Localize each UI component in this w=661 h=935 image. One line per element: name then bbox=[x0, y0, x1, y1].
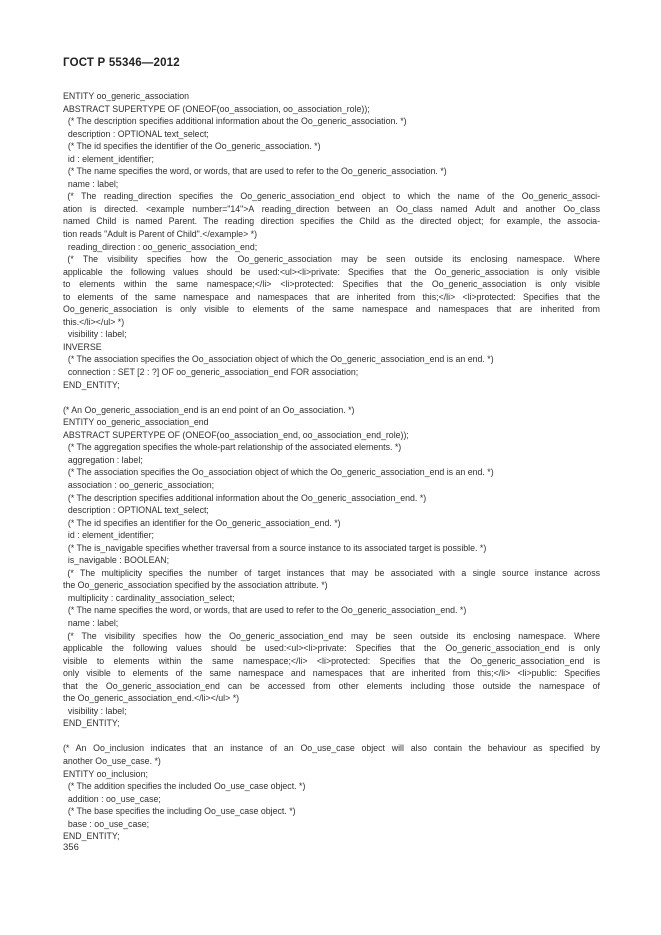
code-line: description : OPTIONAL text_select; bbox=[63, 128, 209, 139]
code-line: END_ENTITY; bbox=[63, 718, 120, 729]
code-line: visibility : label; bbox=[63, 705, 127, 716]
code-line: END_ENTITY; bbox=[63, 831, 120, 842]
code-line: (* The id specifies the identifier of the Oo_generic_association. *) bbox=[63, 141, 321, 152]
code-line: (* The multiplicity specifies the number of target instances that may be associated with a single source instance across bbox=[67, 567, 600, 578]
code-line: aggregation : label; bbox=[63, 454, 143, 465]
code-line: (* The base specifies the including Oo_use_case object. *) bbox=[63, 806, 296, 817]
code-line: addition : oo_use_case; bbox=[63, 793, 161, 804]
code-line: END_ENTITY; bbox=[63, 379, 120, 390]
code-line: applicable the following values should be used:<ul><li>private: Specifies that the Oo_generic_association is only visible bbox=[63, 266, 600, 277]
code-line: applicable the following values should be used:<ul><li>private: Specifies that the Oo_generic_association_end is only bbox=[63, 643, 600, 654]
code-line: id : element_identifier; bbox=[63, 153, 154, 164]
code-line: (* The reading_direction specifies the Oo_generic_association_end object to which the name of the Oo_generic_associ- bbox=[67, 191, 600, 202]
code-line: connection : SET [2 : ?] OF oo_generic_association_end FOR association; bbox=[63, 367, 359, 378]
code-line: association : oo_generic_association; bbox=[63, 479, 215, 490]
code-line: (* The association specifies the Oo_association object of which the Oo_generic_association_end is an end. *) bbox=[63, 467, 494, 478]
code-line: reading_direction : oo_generic_association_end; bbox=[63, 241, 258, 252]
code-line: name : label; bbox=[63, 617, 119, 628]
code-line: to elements within the same namespace;</li> <li>protected: Specifies that the Oo_generic_association is only visible bbox=[63, 279, 600, 290]
code-line: ABSTRACT SUPERTYPE OF (ONEOF(oo_association, oo_association_role)); bbox=[63, 103, 370, 114]
code-line: visible to elements within the same namespace;</li> <li>protected: Specifies that the Oo_generic_association_end is bbox=[63, 655, 600, 666]
code-line: (* The aggregation specifies the whole-part relationship of the associated elements. *) bbox=[63, 442, 402, 453]
code-line: the Oo_generic_association_end.</li></ul> *) bbox=[63, 693, 240, 704]
code-line: multiplicity : cardinality_association_select; bbox=[63, 592, 235, 603]
code-line: id : element_identifier; bbox=[63, 530, 154, 541]
code-line: to elements of the same namespace and namespaces that are inherited from this;</li> <li>protected: Specifies that the bbox=[63, 291, 600, 302]
code-line: base : oo_use_case; bbox=[63, 818, 150, 829]
code-line: ENTITY oo_inclusion; bbox=[63, 768, 148, 779]
code-line: another Oo_use_case. *) bbox=[63, 755, 161, 766]
code-line: (* An Oo_inclusion indicates that an instance of an Oo_use_case object will also contain the behaviour as specified by bbox=[63, 743, 600, 754]
page-number: 356 bbox=[63, 842, 79, 853]
code-line: named Child is named Parent. The reading direction specifies the Child as the directed object; for example, the associa- bbox=[63, 216, 600, 227]
code-line: ation is directed. <example number="14">A reading_direction between an Oo_class named Adult and another Oo_class bbox=[63, 203, 600, 214]
code-line: tion reads "Adult is Parent of Child".</example> *) bbox=[63, 229, 258, 240]
code-line: the Oo_generic_association specified by the association attribute. *) bbox=[63, 580, 328, 591]
code-line: Oo_generic_association is only visible to elements of the same namespace and namespaces that are inherited from bbox=[63, 304, 600, 315]
code-line: (* An Oo_generic_association_end is an end point of an Oo_association. *) bbox=[63, 404, 355, 415]
code-line: only visible to elements of the same namespace and namespaces that are inherited from this;</li> <li>public: Specifies bbox=[63, 668, 600, 679]
code-line: INVERSE bbox=[63, 341, 102, 352]
code-line: (* The is_navigable specifies whether traversal from a source instance to its associated target is possible. *) bbox=[63, 542, 487, 553]
code-line: ENTITY oo_generic_association_end bbox=[63, 417, 209, 428]
code-line: description : OPTIONAL text_select; bbox=[63, 505, 209, 516]
express-schema-listing bbox=[63, 90, 600, 843]
code-line: ENTITY oo_generic_association bbox=[63, 91, 189, 101]
code-line: (* The name specifies the word, or words, that are used to refer to the Oo_generic_association_end. *) bbox=[63, 605, 467, 616]
code-line: (* The visibility specifies how the Oo_generic_association may be seen outside its enclosing namespace. Where bbox=[67, 254, 600, 265]
page-header: ГОСТ Р 55346—2012 bbox=[63, 57, 180, 69]
code-line: this.</li></ul> *) bbox=[63, 316, 125, 327]
entity-oo_inclusion bbox=[63, 742, 600, 842]
code-line: (* The visibility specifies how the Oo_generic_association_end may be seen outside its enclosing namespace. Where bbox=[67, 630, 600, 641]
entity-oo_generic_association_end bbox=[63, 404, 600, 730]
code-line: ABSTRACT SUPERTYPE OF (ONEOF(oo_association_end, oo_association_end_role)); bbox=[63, 429, 409, 440]
code-line: (* The description specifies additional information about the Oo_generic_association. *) bbox=[63, 116, 407, 127]
code-line: (* The name specifies the word, or words, that are used to refer to the Oo_generic_association. *) bbox=[63, 166, 447, 177]
code-line: (* The association specifies the Oo_association object of which the Oo_generic_association_end is an end. *) bbox=[63, 354, 494, 365]
code-line: (* The id specifies an identifier for the Oo_generic_association_end. *) bbox=[63, 517, 341, 528]
code-line: (* The addition specifies the included Oo_use_case object. *) bbox=[63, 781, 306, 792]
entity-oo_generic_association bbox=[63, 90, 600, 391]
code-line: (* The description specifies additional information about the Oo_generic_association_end. *) bbox=[63, 492, 427, 503]
code-line: name : label; bbox=[63, 178, 119, 189]
code-line: visibility : label; bbox=[63, 329, 127, 340]
code-line: that the Oo_generic_association_end can be accessed from other elements including those outside the namespace of bbox=[63, 680, 600, 691]
code-line: is_navigable : BOOLEAN; bbox=[63, 555, 170, 566]
